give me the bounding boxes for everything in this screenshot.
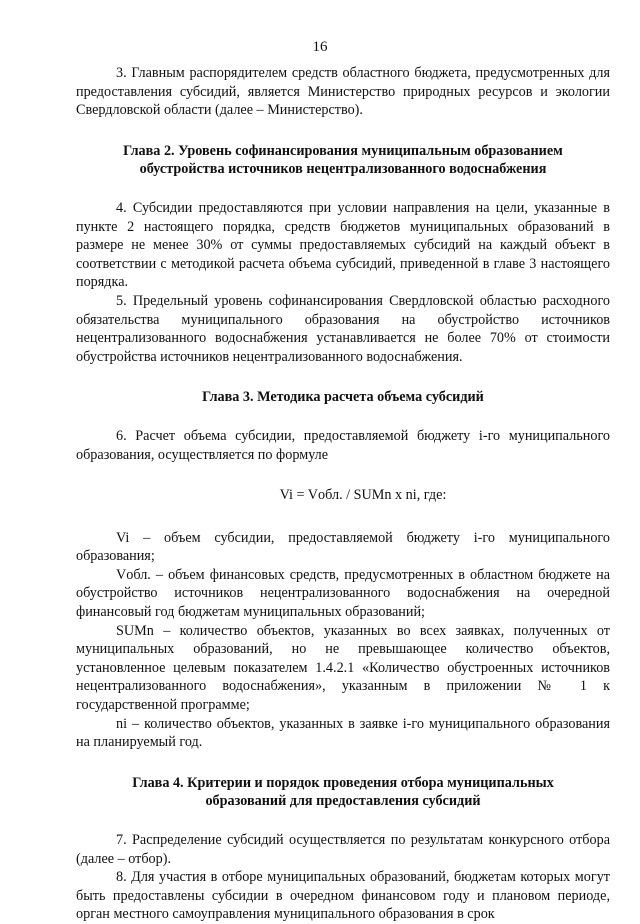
paragraph-4: 4. Субсидии предоставляются при условии направления на цели, указанные в пункте 2 настоящего порядка, средств бюджетов муниципальных образований в размере не менее 30% от суммы предоставляемых субсидий на каждый объект в соответствии с методикой расчета объема субсидий, приведенной в главе 3 настоящего порядка. bbox=[76, 199, 610, 291]
chapter-4-heading bbox=[76, 774, 610, 811]
paragraph-8: 8. Для участия в отборе муниципальных образований, бюджетам которых могут быть предоставлены субсидии в очередном финансовом году и плановом периоде, орган местного самоуправления муниципального образования в срок bbox=[76, 869, 610, 923]
definition-sumn: SUMn – количество объектов, указанных во всех заявках, полученных от муниципальных образований, но не превышающее количество объектов, установленное целевым показателем 1.4.2.1 «Количество обустроенных источников нецентрализованного водоснабжения», указанным в приложении № 1 к государственной программе; bbox=[76, 622, 610, 714]
chapter-2-heading bbox=[76, 142, 610, 179]
paragraph-6: 6. Расчет объема субсидии, предоставляемой бюджету i-го муниципального образования, осуществляется по формуле bbox=[76, 427, 610, 463]
chapter-4-title-line-1: Глава 4. Критерии и порядок проведения отбора муниципальных bbox=[132, 774, 554, 791]
document-body bbox=[76, 64, 610, 924]
chapter-3-title: Глава 3. Методика расчета объема субсидий bbox=[202, 389, 484, 406]
definition-vi: Vi – объем субсидии, предоставляемой бюджету i-го муниципального образования; bbox=[76, 529, 610, 565]
paragraph-5: 5. Предельный уровень софинансирования Свердловской областью расходного обязательства муниципального образования на обустройство источников нецентрализованного водоснабжения устанавливается не более 70% от стоимости обустройства источников нецентрализованного водоснабжения. bbox=[76, 292, 610, 365]
chapter-2-title-line-1: Глава 2. Уровень софинансирования муниципальным образованием bbox=[123, 142, 563, 159]
paragraph-3: 3. Главным распорядителем средств областного бюджета, предусмотренных для предоставления субсидий, является Министерство природных ресурсов и экологии Свердловской области (далее – Министерство). bbox=[76, 65, 610, 119]
chapter-4-title-line-2: образований для предоставления субсидий bbox=[205, 793, 481, 810]
definition-vobl: Vобл. – объем финансовых средств, предусмотренных в областном бюджете на обустройство источников нецентрализованного водоснабжения на очередной финансовый год бюджетам муниципальных образований; bbox=[76, 566, 610, 621]
chapter-3-heading bbox=[76, 388, 610, 407]
definition-ni: ni – количество объектов, указанных в заявке i-го муниципального образования на планируемый год. bbox=[76, 715, 610, 751]
page-number: 16 bbox=[312, 39, 328, 55]
paragraph-7: 7. Распределение субсидий осуществляется по результатам конкурсного отбора (далее – отбор). bbox=[76, 832, 610, 867]
subsidy-formula: Vi = Vобл. / SUMn x ni, где: bbox=[279, 487, 447, 504]
chapter-2-title-line-2: обустройства источников нецентрализованного водоснабжения bbox=[139, 161, 547, 178]
